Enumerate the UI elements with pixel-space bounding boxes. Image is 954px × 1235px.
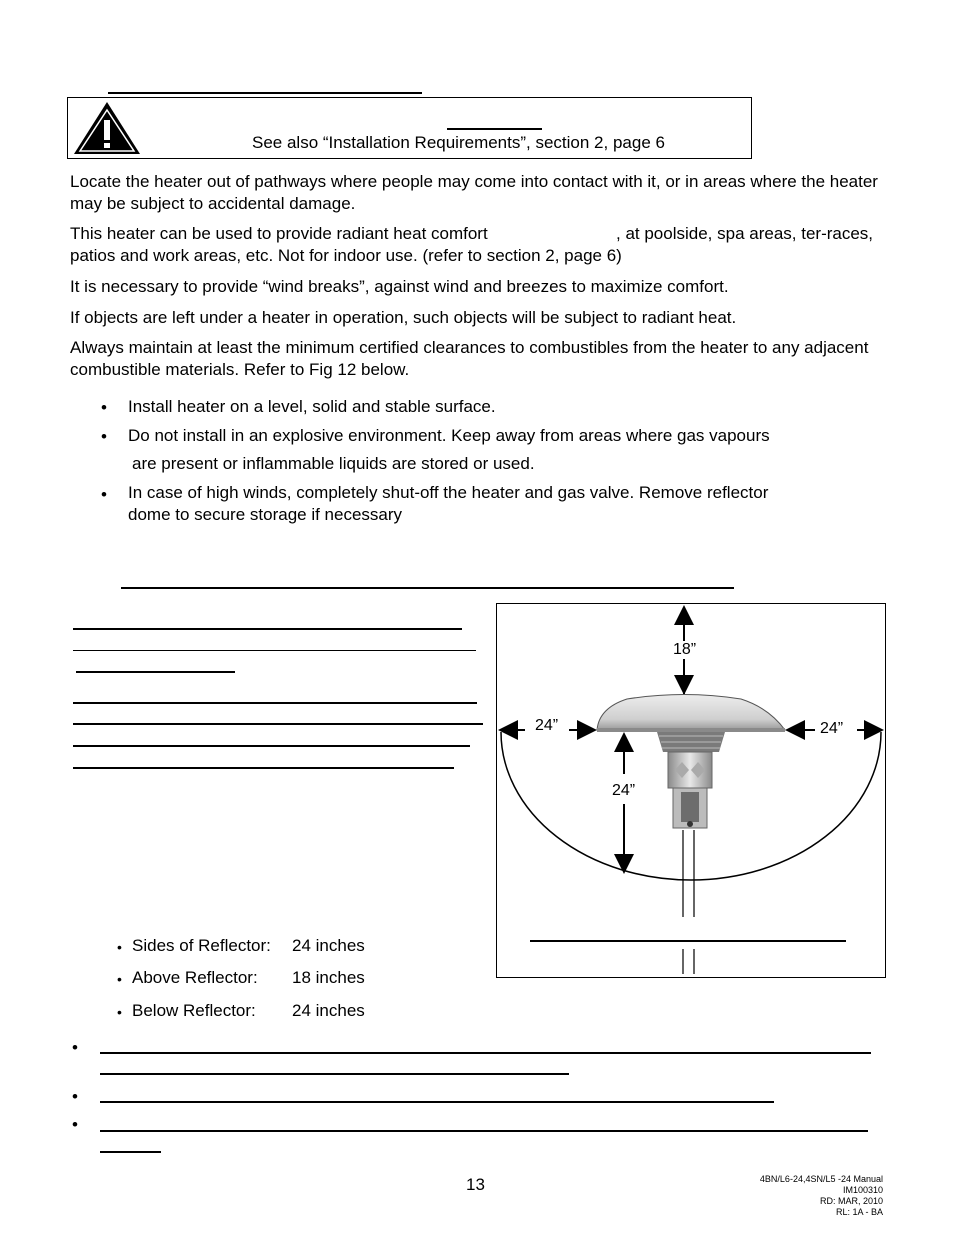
warning-see-also: See also “Installation Requirements”, section 2, page 6	[252, 133, 665, 152]
doc-id-line: RL: 1A - BA	[835, 1207, 883, 1217]
clearance-value-sides: 24 inches	[292, 936, 365, 955]
text-rule	[73, 628, 462, 630]
bullet-explosive-cont: are present or inflammable liquids are stored or used.	[132, 454, 535, 473]
label-above: 18”	[673, 641, 697, 658]
figure-caption-rule	[530, 940, 846, 942]
text-rule	[73, 767, 454, 769]
text-rule	[76, 671, 235, 673]
paragraph-wind: It is necessary to provide “wind breaks”, against wind and breezes to maximize comfort.	[70, 277, 729, 296]
paragraph-comfort-b	[70, 223, 890, 267]
paragraph-comfort-b-text: , at poolside, spa areas, ter-races, patios and work areas, etc. Not for indoor use. (refer to section 2, page 6)	[70, 224, 874, 265]
clearance-label-below: Below Reflector:	[132, 1001, 256, 1020]
label-left: 24”	[535, 717, 559, 734]
warning-triangle-icon	[72, 100, 142, 156]
clearance-dot: •	[117, 1004, 122, 1020]
heading-underline	[108, 92, 422, 94]
bullet-dot: •	[101, 398, 107, 417]
bullet-dot: •	[72, 1038, 78, 1057]
label-below: 24”	[612, 782, 636, 799]
heater-diagram	[497, 604, 885, 977]
text-rule	[100, 1151, 161, 1153]
text-rule	[73, 745, 470, 747]
clearance-figure	[496, 603, 886, 978]
paragraph-comfort-a: This heater can be used to provide radiant heat comfort	[70, 224, 488, 243]
text-rule	[73, 702, 477, 704]
reflector-dome	[597, 695, 785, 731]
paragraph-objects: If objects are left under a heater in operation, such objects will be subject to radiant heat.	[70, 308, 737, 327]
text-rule	[100, 1052, 871, 1054]
doc-id-line: IM100310	[842, 1185, 883, 1195]
bullet-dot: •	[72, 1087, 78, 1106]
bullet-dot: •	[72, 1115, 78, 1134]
clearance-value-below: 24 inches	[292, 1001, 365, 1020]
text-rule	[73, 650, 476, 651]
section-heading-underline	[121, 587, 734, 589]
control-housing	[668, 752, 712, 788]
page-number: 13	[466, 1175, 485, 1194]
bullet-winds-cont: dome to secure storage if necessary	[128, 505, 403, 524]
bullet-dot: •	[101, 427, 107, 446]
doc-id-line: RD: MAR, 2010	[819, 1196, 883, 1206]
bullet-dot: •	[101, 485, 107, 504]
text-rule	[100, 1073, 569, 1075]
paragraph-locate: Locate the heater out of pathways where people may come into contact with it, or in areas where the heater may be subject to accidental damage.	[70, 172, 878, 213]
warning-box	[67, 97, 752, 159]
doc-id-line: 4BN/L6-24,4SN/L5 -24 Manual	[759, 1174, 883, 1184]
bullet-level: Install heater on a level, solid and stable surface.	[128, 397, 496, 416]
warning-underline	[447, 128, 542, 130]
text-rule	[100, 1101, 774, 1103]
paragraph-clearances: Always maintain at least the minimum certified clearances to combustibles from the heater to any adjacent combustible materials. Refer to Fig 12 below.	[70, 338, 869, 379]
label-right: 24”	[820, 720, 844, 737]
text-rule	[100, 1130, 868, 1132]
text-rule	[73, 723, 483, 725]
clearance-dot: •	[117, 971, 122, 987]
clearance-label-above: Above Reflector:	[132, 968, 258, 987]
clearance-value-above: 18 inches	[292, 968, 365, 987]
clearance-dot: •	[117, 939, 122, 955]
clearance-label-sides: Sides of Reflector:	[132, 936, 271, 955]
bullet-explosive: Do not install in an explosive environment. Keep away from areas where gas vapours	[128, 426, 770, 445]
bullet-winds: In case of high winds, completely shut-off the heater and gas valve. Remove reflector	[128, 483, 769, 502]
